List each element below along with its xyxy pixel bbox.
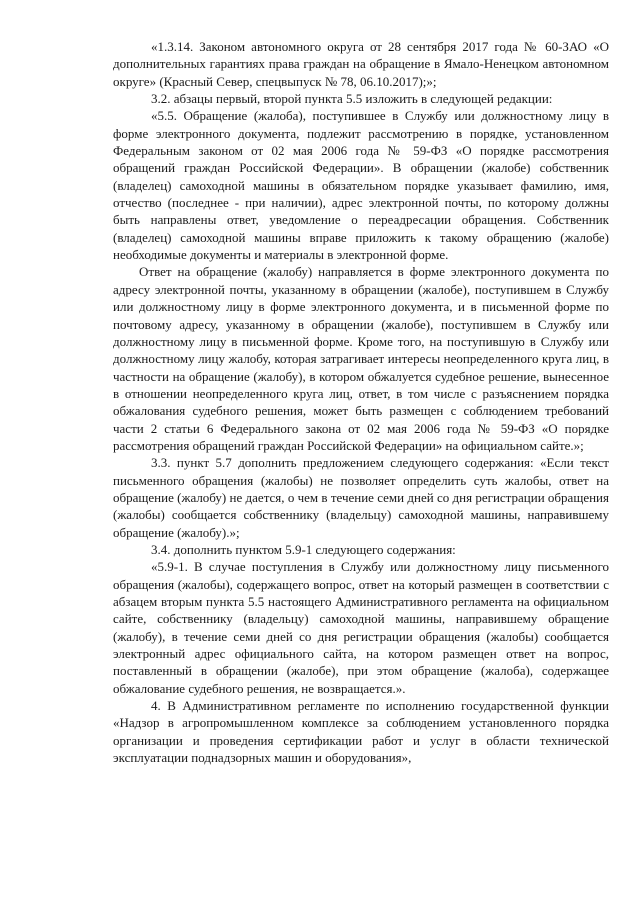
- paragraph-3-4: 3.4. дополнить пунктом 5.9-1 следующего содержания:: [151, 541, 456, 557]
- paragraph-5-5: «5.5. Обращение (жалоба), поступившее в Службу или должностному лицу в форме электронного документа, подлежит рассмотрению в порядке, установленном Федеральным законом от 02 мая 2006 года № 59-ФЗ «О порядке рассмотрения обращений граждан Российской Федерации». В обращении (жалобе) собственник (владелец) самоходной машины в обязательном порядке указывает фамилию, имя, отчество (последнее - при наличии), адрес электронной почты, по которому должны быть направлены ответ, уведомление о переадресации обращения. Собственник (владелец) самоходной машины вправе приложить к такому обращению (жалобе) необходимые документы и материалы в электронной форме.: [113, 108, 609, 263]
- paragraph-answer: Ответ на обращение (жалобу) направляется в форме электронного документа по адресу электронной почты, указанному в обращении (жалобе), поступившем в Службу или должностному лицу в форме электронного документа, и в письменной форме по почтовому адресу, указанному в обращении (жалобе), поступившем в Службу или должностному лицу в письменной форме. Кроме того, на поступившую в Службу или должностному лицу жалобу, которая затрагивает интересы неопределенного круга лиц, в частности на обращение (жалобу), в котором обжалуется судебное решение, вынесенное в отношении неопределенного круга лиц, ответ, в том числе с разъяснением порядка обжалования судебного решения, может быть размещен с соблюдением требований части 2 статьи 6 Федерального закона от 02 мая 2006 года № 59-ФЗ «О порядке рассмотрения обращений граждан Российской Федерации» на официальном сайте.»;: [113, 264, 609, 453]
- paragraph-3-2: 3.2. абзацы первый, второй пункта 5.5 изложить в следующей редакции:: [151, 91, 553, 107]
- paragraph-4: 4. В Административном регламенте по исполнению государственной функции «Надзор в агропромышленном комплексе за соблюдением установленного порядка организации и проведения сертификации работ и услуг в области технической эксплуатации поднадзорных машин и оборудования»,: [113, 698, 609, 766]
- paragraph-1-3-14: «1.3.14. Законом автономного округа от 28 сентября 2017 года № 60-ЗАО «О дополнительных гарантиях права граждан на обращение в Ямало-Ненецком автономном округе» (Красный Север, спецвыпуск № 78, 06.10.2017);»;: [113, 39, 609, 89]
- paragraph-3-3: 3.3. пункт 5.7 дополнить предложением следующего содержания: «Если текст письменного обращения (жалобы) не позволяет определить суть жалобы, ответ на обращение (жалобу) не дается, о чем в течение семи дней со дня регистрации обращения (жалобы) сообщается собственнику (владельцу) самоходной машины, направившему обращение (жалобу).»;: [113, 455, 609, 540]
- paragraph-5-9-1: «5.9-1. В случае поступления в Службу или должностному лицу письменного обращения (жалобы), содержащего вопрос, ответ на который размещен в соответствии с абзацем вторым пункта 5.5 настоящего Административного регламента на официальном сайте, собственнику (владельцу) самоходной машины, направившему обращение (жалобу), в течение семи дней со дня регистрации обращения (жалобы) сообщается электронный адрес официального сайта, на котором размещен ответ на вопрос, поставленный в обращении (жалобе), при этом обращение (жалоба), содержащее обжалование судебного решения, не возвращается.».: [113, 559, 609, 696]
- document-page: [113, 38, 609, 766]
